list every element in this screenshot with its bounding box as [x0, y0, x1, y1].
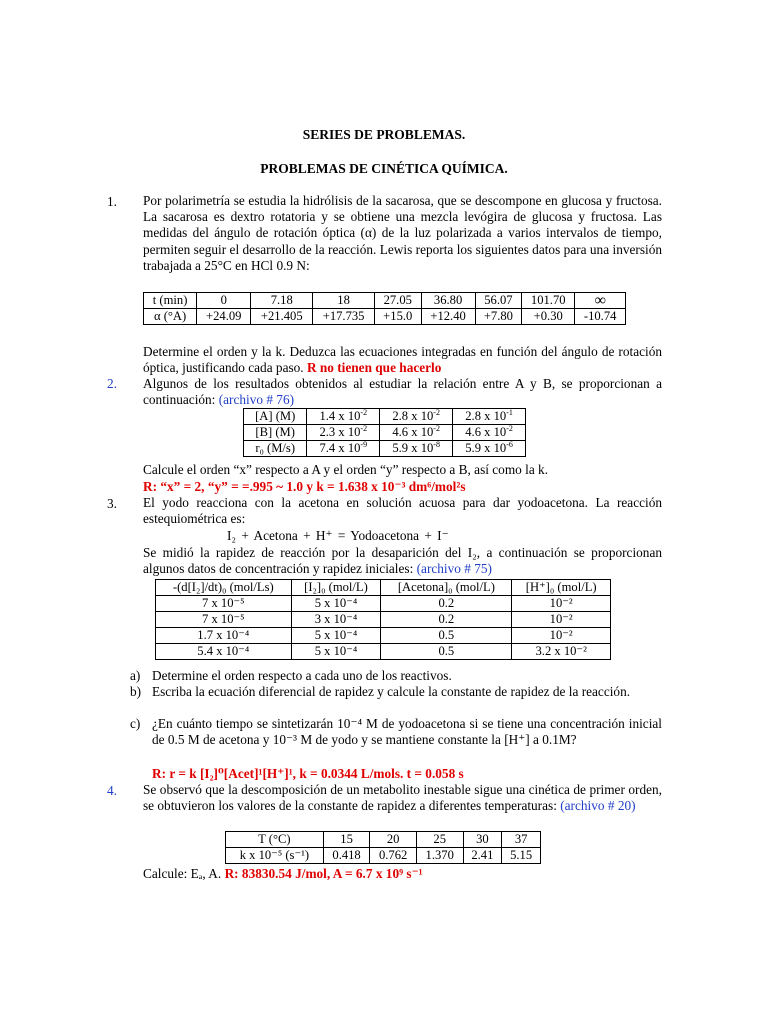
problem-2-number: 2.: [107, 376, 117, 391]
table-header: α (°A): [144, 309, 197, 325]
table-cell: 20: [370, 832, 417, 848]
table-cell: 5.9 x $10^{-6}$: [453, 441, 526, 457]
table-cell: 0: [197, 293, 251, 309]
problem-2-body: Algunos de los resultados obtenidos al estudiar la relación entre A y B, se proporcionan a continuación:: [143, 376, 662, 408]
table-cell: 5.15: [502, 848, 541, 864]
instructions-text: Determine el orden y la k. Deduzca las ecuaciones integradas en función del ángulo de rotación óptica, justificando cada paso.: [143, 344, 662, 376]
measure-text: Se midió la rapidez de reacción por la desaparición del I₂, a continuación se proporcionan algunos datos de concentración y rapidez iniciales:: [143, 545, 662, 577]
chapter-title: PROBLEMAS DE CINÉTICA QUÍMICA.: [260, 161, 508, 176]
problem-4-body: Se observó que la descomposición de un metabolito inestable sigue una cinética de primer orden, se obtuvieron los valores de la constante de rapidez a diferentes temperaturas:: [143, 782, 662, 814]
table-cell: 18: [313, 293, 375, 309]
table-cell: 36.80: [421, 293, 475, 309]
problem-1-text: Por polarimetría se estudia la hidrólisis de la sacarosa, que se descompone en glucosa y fructosa. La sacarosa es dextro rotatoria y se obtiene una mezcla levógira de glucosa y fructosa. Las medidas del ángulo de rotación óptica (α) de la luz polarizada a varios intervalos de tiempo, permiten seguir el desarrollo de la reacción. Lewis reporta los siguientes datos para una inversión trabajada a 25°C en HCl 0.9 N:: [143, 193, 662, 273]
table-cell: 5 x 10⁻⁴: [291, 628, 381, 644]
table-cell: 3 x 10⁻⁴: [291, 612, 381, 628]
table-header: -(d[I₂]/dt)₀ (mol/Ls): [156, 580, 292, 596]
rate-constant-table: [225, 831, 541, 864]
problem-4-number: 4.: [107, 783, 117, 798]
table-cell: 0.762: [370, 848, 417, 864]
problem-2-question: Calcule el orden “x” respecto a A y el orden “y” respecto a B, así como la k.: [143, 462, 549, 477]
table-row: [144, 309, 626, 325]
table-row: [156, 612, 611, 628]
table-cell: 15: [323, 832, 370, 848]
table-row: [244, 409, 526, 425]
table-cell: 27.05: [375, 293, 421, 309]
file-reference: (archivo # 75): [416, 561, 492, 577]
table-row: [156, 580, 611, 596]
problem-4-answer: R: 83830.54 J/mol, A = 6.7 x 10⁹ s⁻¹: [224, 866, 423, 881]
table-cell: 0.2: [381, 612, 512, 628]
table-cell: 2.8 x $10^{-1}$: [453, 409, 526, 425]
table-cell: 2.41: [463, 848, 502, 864]
table-cell: -10.74: [575, 309, 626, 325]
problem-1-note: R no tienen que hacerlo: [306, 360, 442, 376]
table-cell: 5.9 x $10^{-8}$: [380, 441, 453, 457]
table-cell: 1.4 x $10^{-2}$: [307, 409, 380, 425]
reaction-equation: I₂ + Acetona + H⁺ = Yodoacetona + I⁻: [227, 528, 449, 543]
table-cell: 10⁻²: [512, 612, 611, 628]
table-cell: 5 x 10⁻⁴: [291, 644, 381, 660]
table-cell: +21.405: [251, 309, 313, 325]
problem-4-text: [143, 782, 662, 814]
table-row: [244, 425, 526, 441]
table-header: [Acetona]₀ (mol/L): [381, 580, 512, 596]
table-cell: 101.70: [522, 293, 575, 309]
table-row: [144, 293, 626, 309]
series-title: SERIES DE PROBLEMAS.: [302, 127, 466, 142]
table-cell: 7.18: [251, 293, 313, 309]
problem-3-answer: R: r = k [I₂]⁰[Acet]¹[H⁺]¹, k = 0.0344 L/mols. t = 0.058 s: [152, 766, 464, 781]
problem-2-answer: R: “x” = 2, “y” = =.995 ~ 1.0 y k = 1.638 x 10⁻³ dm⁶/mol²s: [143, 479, 466, 494]
table-cell: 1.370: [416, 848, 463, 864]
file-reference: (archivo # 76): [218, 392, 295, 408]
item-a-label: a): [130, 668, 141, 683]
table-row: [244, 441, 526, 457]
table-cell: 3.2 x 10⁻²: [512, 644, 611, 660]
table-cell: 1.7 x 10⁻⁴: [156, 628, 292, 644]
item-b-label: b): [130, 684, 142, 699]
table-cell: 4.6 x $10^{-2}$: [453, 425, 526, 441]
ab-table: [243, 408, 526, 457]
item-a-text: Determine el orden respecto a cada uno de los reactivos.: [152, 668, 452, 683]
table-cell: ∞: [575, 293, 626, 309]
table-header: T (°C): [226, 832, 324, 848]
table-header: [I₂]₀ (mol/L): [291, 580, 381, 596]
table-cell: 2.8 x $10^{-2}$: [380, 409, 453, 425]
file-reference: (archivo # 20): [560, 798, 636, 814]
item-b-text: Escriba la ecuación diferencial de rapidez y calcule la constante de rapidez de la reacción.: [152, 684, 631, 699]
problem-3-number: 3.: [107, 496, 117, 511]
table-cell: 7 x 10⁻⁵: [156, 596, 292, 612]
table-cell: 5 x 10⁻⁴: [291, 596, 381, 612]
table-header: [B] (M): [244, 425, 307, 441]
table-cell: 10⁻²: [512, 596, 611, 612]
table-cell: 56.07: [475, 293, 521, 309]
table-cell: +12.40: [421, 309, 475, 325]
table-cell: 0.5: [381, 628, 512, 644]
table-row: [156, 596, 611, 612]
table-cell: 0.5: [381, 644, 512, 660]
problem-1-instructions: [143, 344, 662, 376]
table-cell: +0.30: [522, 309, 575, 325]
table-cell: 5.4 x 10⁻⁴: [156, 644, 292, 660]
table-row: [226, 832, 541, 848]
table-row: [156, 644, 611, 660]
problem-1-number: 1.: [107, 194, 117, 209]
table-cell: +15.0: [375, 309, 421, 325]
table-cell: 25: [416, 832, 463, 848]
table-cell: +17.735: [313, 309, 375, 325]
table-header: [A] (M): [244, 409, 307, 425]
table-header: k x 10⁻⁵ (s⁻¹): [226, 848, 324, 864]
item-c-text: ¿En cuánto tiempo se sintetizarán 10⁻⁴ M de yodoacetona si se tiene una concentración inicial de 0.5 M de acetona y 10⁻³ M de yodo y se mantiene constante la [H⁺] a 0.1M?: [152, 716, 662, 748]
table-header: t (min): [144, 293, 197, 309]
iodine-table: [155, 579, 611, 660]
table-cell: 7 x 10⁻⁵: [156, 612, 292, 628]
table-header: [H⁺]₀ (mol/L): [512, 580, 611, 596]
item-c-label: c): [130, 716, 141, 731]
table-row: [226, 848, 541, 864]
table-cell: 10⁻²: [512, 628, 611, 644]
table-cell: 37: [502, 832, 541, 848]
table-cell: +24.09: [197, 309, 251, 325]
table-cell: 0.418: [323, 848, 370, 864]
rotation-table: [143, 292, 626, 325]
table-cell: 0.2: [381, 596, 512, 612]
problem-3-measure: [143, 545, 662, 577]
problem-2-text: [143, 376, 662, 408]
table-header: r₀ (M/s): [244, 441, 307, 457]
table-cell: 7.4 x $10^{-9}$: [307, 441, 380, 457]
table-cell: +7.80: [475, 309, 521, 325]
table-cell: 30: [463, 832, 502, 848]
question-text: Calcule: Eₐ, A.: [143, 866, 222, 881]
table-cell: 2.3 x $10^{-2}$: [307, 425, 380, 441]
problem-4-question: [143, 866, 423, 882]
table-cell: 4.6 x $10^{-2}$: [380, 425, 453, 441]
table-row: [156, 628, 611, 644]
problem-3-text: El yodo reacciona con la acetona en solución acuosa para dar yodoacetona. La reacción estequiométrica es:: [143, 495, 662, 527]
